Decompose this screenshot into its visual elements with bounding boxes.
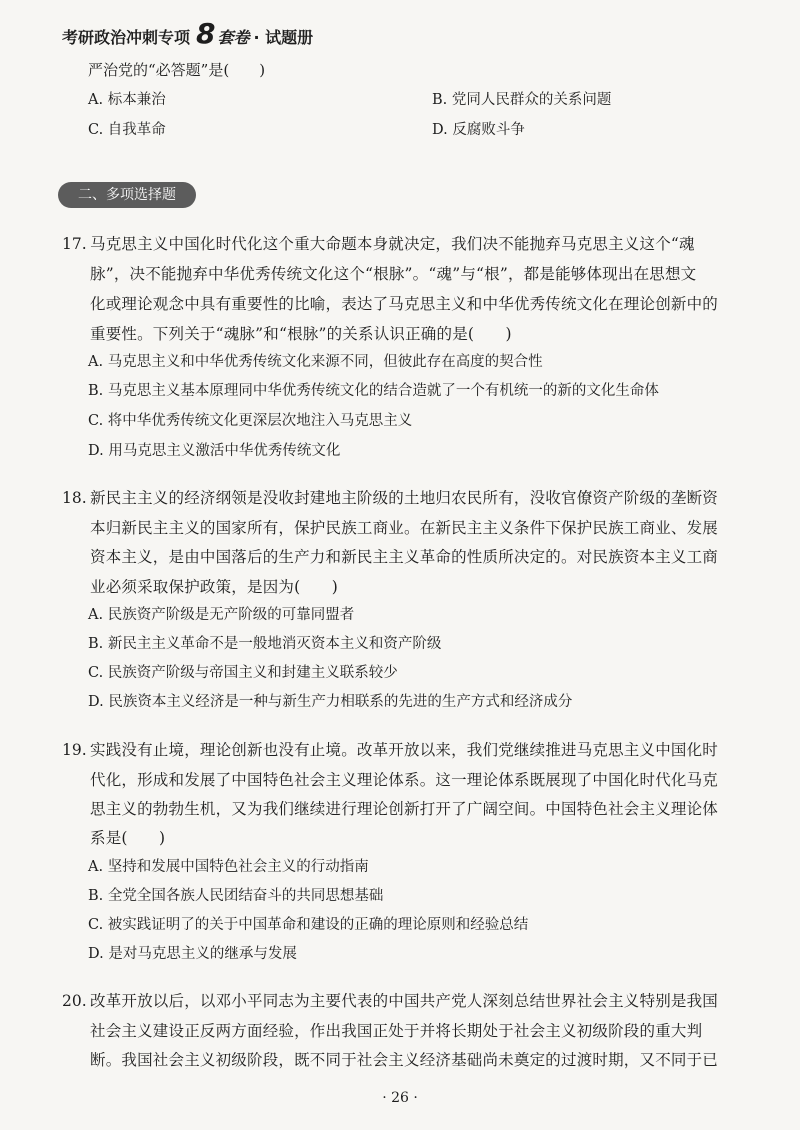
question-19-number: 19. <box>62 741 87 759</box>
question-19-line: 思主义的勃勃生机，又为我们继续进行理论创新打开了广阔空间。中国特色社会主义理论体 <box>90 800 719 818</box>
question-17-option-d: D. 用马克思主义激活中华优秀传统文化 <box>88 443 341 459</box>
question-19-option-d: D. 是对马克思主义的继承与发展 <box>88 946 297 962</box>
header-subtitle: · 试题册 <box>253 28 314 47</box>
question-18-line: 新民主主义的经济纲领是没收封建地主阶级的土地归农民所有，没收官僚资产阶级的垄断资 <box>90 489 719 507</box>
question-18-number: 18. <box>62 489 87 507</box>
question-19-line: 代化，形成和发展了中国特色社会主义理论体系。这一理论体系既展现了中国化时代化马克 <box>90 771 719 789</box>
question-19-option-b: B. 全党全国各族人民团结奋斗的共同思想基础 <box>88 888 384 904</box>
question-19-option-c: C. 被实践证明了的关于中国革命和建设的正确的理论原则和经验总结 <box>88 917 529 933</box>
prev-question-tail: 严治党的“必答题”是( ) <box>88 61 266 79</box>
question-19-option-a: A. 坚持和发展中国特色社会主义的行动指南 <box>88 859 369 875</box>
question-17-line: 马克思主义中国化时代化这个重大命题本身就决定，我们决不能抛弃马克思主义这个“魂 <box>90 235 695 253</box>
question-20-number: 20. <box>62 992 87 1010</box>
question-17-line: 化或理论观念中具有重要性的比喻，表达了马克思主义和中华优秀传统文化在理论创新中的 <box>90 295 719 313</box>
question-20-line: 改革开放以后，以邓小平同志为主要代表的中国共产党人深刻总结世界社会主义特别是我国 <box>90 992 719 1010</box>
question-17-number: 17. <box>62 235 87 253</box>
header-suffix: 套卷 <box>217 28 250 47</box>
question-17-line: 重要性。下列关于“魂脉”和“根脉”的关系认识正确的是( ) <box>90 325 512 343</box>
question-18-option-c: C. 民族资产阶级与帝国主义和封建主义联系较少 <box>88 665 398 681</box>
section-title-badge: 二、多项选择题 <box>58 182 196 208</box>
question-17-option-b: B. 马克思主义基本原理同中华优秀传统文化的结合造就了一个有机统一的新的文化生命体 <box>88 383 659 399</box>
header-title: 考研政治冲刺专项 <box>62 28 191 47</box>
question-20-line: 社会主义建设正反两方面经验，作出我国正处于并将长期处于社会主义初级阶段的重大判 <box>90 1022 703 1040</box>
question-17-line: 脉”，决不能抛弃中华优秀传统文化这个“根脉”。“魂”与“根”，都是能够体现出在思想文 <box>90 265 697 283</box>
question-18-line: 资本主义，是由中国落后的生产力和新民主主义革命的性质所决定的。对民族资本主义工商 <box>90 548 719 566</box>
question-19-line: 系是( ) <box>90 829 166 847</box>
question-18-option-d: D. 民族资本主义经济是一种与新生产力相联系的先进的生产方式和经济成分 <box>88 694 573 710</box>
question-17-option-a: A. 马克思主义和中华优秀传统文化来源不同，但彼此存在高度的契合性 <box>88 354 543 370</box>
question-17-option-c: C. 将中华优秀传统文化更深层次地注入马克思主义 <box>88 413 413 429</box>
prev-option-d: D. 反腐败斗争 <box>432 122 525 138</box>
prev-option-b: B. 党同人民群众的关系问题 <box>432 92 612 108</box>
page-header <box>62 17 314 50</box>
question-19-line: 实践没有止境，理论创新也没有止境。改革开放以来，我们党继续推进马克思主义中国化时 <box>90 741 719 759</box>
question-18-option-a: A. 民族资产阶级是无产阶级的可靠同盟者 <box>88 607 355 623</box>
prev-option-a: A. 标本兼治 <box>88 92 166 108</box>
header-number: 8 <box>196 17 216 50</box>
page-number: · 26 · <box>382 1090 418 1106</box>
question-20-line: 断。我国社会主义初级阶段，既不同于社会主义经济基础尚未奠定的过渡时期，又不同于已 <box>90 1051 719 1069</box>
question-18-option-b: B. 新民主主义革命不是一般地消灭资本主义和资产阶级 <box>88 636 442 652</box>
prev-option-c: C. 自我革命 <box>88 122 166 138</box>
question-18-line: 业必须采取保护政策，是因为( ) <box>90 578 338 596</box>
question-18-line: 本归新民主主义的国家所有，保护民族工商业。在新民主主义条件下保护民族工商业、发展 <box>90 519 719 537</box>
